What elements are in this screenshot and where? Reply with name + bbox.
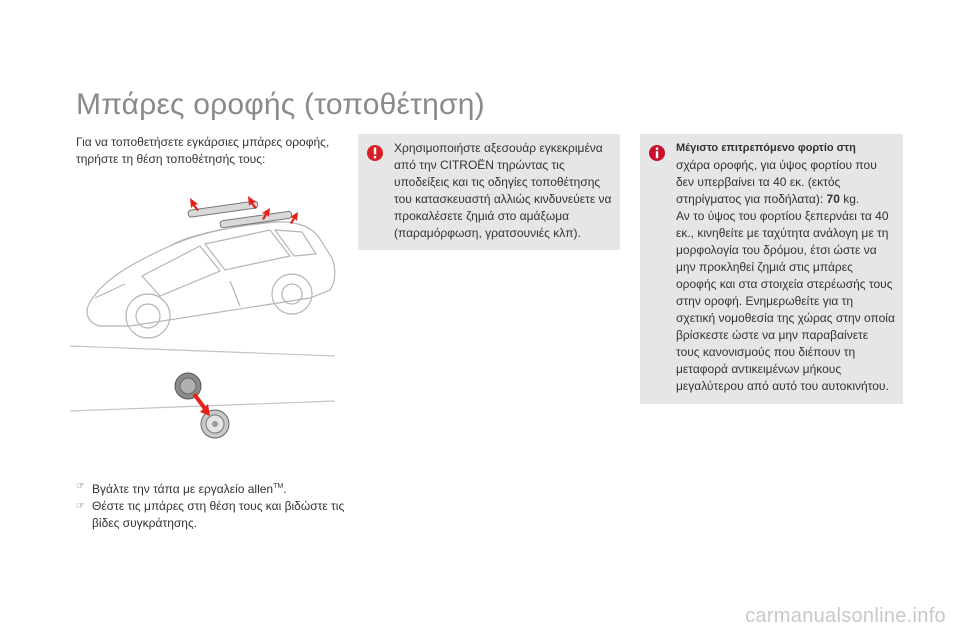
instruction-steps xyxy=(76,478,346,532)
info-text-continued: Αν το ύψος του φορτίου ξεπερνάει τα 40 εκ., κινηθείτε με ταχύτητα ανάλογη με τη μορφολογία του δρόμου, έτσι ώστε να μην προκληθεί ζημιά στις μπάρες οροφής και στα στοιχεία στερέωσής τους στην οροφή. Ενημερωθείτε για τη σχετική νομοθεσία της χώρας στην οποία βρίσκεστε ώστε να μην παραβαίνετε τους κανονισμούς που διέπουν τη μεταφορά αντικειμένων μήκους μεγαλύτερου από αυτό του αυτοκινήτου. xyxy=(676,209,895,393)
step-text-end: . xyxy=(283,482,287,496)
car-drawing xyxy=(87,222,335,338)
step-text: Βγάλτε την τάπα με εργαλείο allen xyxy=(92,482,274,496)
intro-text: Για να τοποθετήσετε εγκάρσιες μπάρες οροφής, τηρήστε τη θέση τοποθέτησής τους: xyxy=(76,135,330,166)
arrow-bullet-icon: ☞ xyxy=(76,481,85,492)
page-title: Μπάρες οροφής (τοποθέτηση) xyxy=(76,88,485,121)
roof-rail-lines xyxy=(70,346,335,411)
info-title: Μέγιστο επιτρεπόμενο φορτίο στη xyxy=(676,142,856,154)
roof-bars-illustration xyxy=(70,186,340,456)
step-superscript: TM xyxy=(273,483,284,490)
step-item xyxy=(76,498,346,532)
arrow-bullet-icon: ☞ xyxy=(76,501,85,512)
roof-bars xyxy=(188,201,292,228)
step-item xyxy=(76,478,346,498)
warning-box xyxy=(358,134,620,250)
info-text: σχάρα οροφής, για ύψος φορτίου που δεν υπερβαίνει τα 40 εκ. (εκτός στηρίγματος για ποδήλατα): xyxy=(676,158,877,206)
info-box xyxy=(640,134,903,404)
step-text: Θέστε τις μπάρες στη θέση τους και βιδώστε τις βίδες συγκράτησης. xyxy=(92,499,345,530)
info-icon xyxy=(648,144,666,162)
info-max-load: 70 xyxy=(826,192,840,206)
info-text-block xyxy=(676,140,895,395)
warning-icon xyxy=(366,144,384,162)
footer-watermark: carmanualsonline.info xyxy=(745,605,946,627)
info-unit: kg. xyxy=(839,192,860,206)
warning-text: Χρησιμοποιήστε αξεσουάρ εγκεκριμένα από την CITROËN τηρώντας τις υποδείξεις και τις οδηγίες τοποθέτησης του κατασκευαστή αλλιώς κινδυνεύετε να προκαλέσετε ζημιά στο αμάξωμα (παραμόρφωση, γρατσουνιές κλπ). xyxy=(394,141,612,240)
